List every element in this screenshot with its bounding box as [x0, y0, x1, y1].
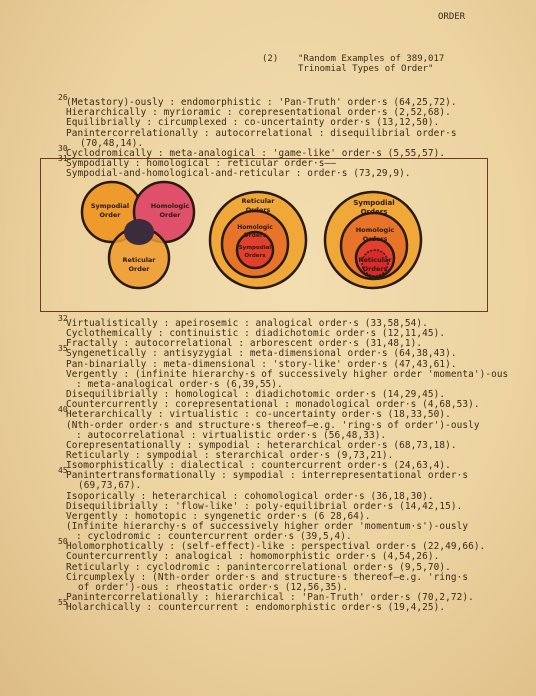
text-line: Syngenetically : antisyzygial : meta-dimensional order·s (64,38,43). — [66, 348, 457, 360]
rings-b-label-outer: Sympodial — [353, 199, 395, 207]
line-number: 30 — [58, 144, 68, 153]
rings-b-label-inner-2: Orders — [362, 265, 388, 273]
text-line: Disequilibrially : homological : diadichotomic order·s (14,29,45). — [66, 389, 446, 401]
rings-b-label-outer-2: Orders — [360, 208, 388, 216]
rings-b-label-inner: Reticular — [358, 256, 392, 264]
text-line: Holarchically : countercurrent : endomorphistic order·s (19,4,25). — [66, 602, 446, 614]
text-line: (69,73,67). — [78, 480, 142, 492]
line-number: 32 — [58, 314, 68, 323]
text-line: Reticularly : sympodial : sterarchical order·s (9,73,21). — [66, 449, 394, 461]
text-line: Corepresentationally : sympodial : heterarchical order·s (68,73,18). — [66, 439, 457, 451]
section-title-line-2: Trinomial Types of Order" — [298, 64, 434, 74]
text-line: Hierarchically : myrioramic : corepresentational order·s (2,52,68). — [66, 107, 451, 119]
text-line: Panintertransformationally : sympodial : interrepresentational order·s — [66, 470, 469, 482]
text-line: Fractally : autocorrelational : arborescent order·s (31,48,1). — [66, 338, 423, 350]
text-line: Circumplexly : (Nth-order order·s and structure·s thereof—e.g. 'ring·s — [66, 571, 469, 583]
text-line: Sympodially : homological : reticular order·s—— — [66, 158, 336, 169]
line-number: 50 — [58, 537, 68, 547]
venn-label-homologic-order: Order — [159, 211, 181, 219]
text-line: Heterarchically : virtualistic : co-uncertainty order·s (18,33,50). — [66, 409, 451, 421]
text-line: (Metastory)-ously : endomorphistic : 'Pan-Truth' order·s (64,25,72). — [66, 97, 457, 108]
venn-label-sympodial-order: Order — [99, 211, 121, 219]
text-line: Panintercorrelationally : hierarchical : 'Pan-Truth' order·s (70,2,72). — [66, 592, 474, 604]
text-line: Countercurrently : corepresentational : monadological order·s (4,68,53). — [66, 399, 480, 411]
text-line: Isomorphistically : dialectical : countercurrent order·s (24,63,4). — [66, 460, 451, 472]
text-line: : autocorrelational : virtualistic order·s (56,48,33). — [76, 429, 387, 441]
rings-b-label-mid: Homologic — [355, 226, 395, 234]
rings-a-label-mid-2: Orders — [243, 232, 267, 239]
text-line: : cyclodromic : countercurrent order·s (39,5,4). — [76, 531, 352, 543]
text-line: Isoporically : heterarchical : cohomological order·s (36,18,30). — [66, 490, 434, 502]
venn-label-reticular: Reticular — [122, 256, 156, 264]
text-line: Holomorphotically : (self-effect)-like : perspectival order·s (22,49,66). — [66, 541, 486, 553]
text-line: Pan-binarially : meta-dimensional : 'story-like' order·s (47,43,61). — [66, 358, 457, 370]
text-line: Reticularly : cyclodromic : panintercorrelational order·s (9,5,70). — [66, 561, 451, 573]
text-line: of order')-ous : rheostatic order·s (12,56,35). — [78, 581, 348, 593]
text-line: Disequilibrially : 'flow-like' : poly-equilibrial order·s (14,42,15). — [66, 500, 463, 512]
venn-center-overlap — [124, 219, 154, 245]
text-line: (Nth-order order·s and structure·s thereof—e.g. 'ring·s of order')-ously — [66, 419, 480, 431]
line-number: 31 — [58, 154, 68, 163]
text-line: (70,48,14). — [80, 137, 144, 149]
text-line: Countercurrently : analogical : homomorphistic order·s (4,54,26). — [66, 551, 440, 563]
venn-diagram — [82, 182, 194, 288]
text-line: Cyclothemically : continuistic : diadichotomic order·s (12,11,45). — [66, 328, 446, 340]
line-number: 45 — [58, 466, 68, 476]
line-number: 40 — [58, 405, 68, 415]
text-line: Sympodial-and-homological-and-reticular : order·s (73,29,9). — [66, 168, 411, 180]
venn-label-sympodial: Sympodial — [90, 202, 130, 210]
text-line: Equilibrially : circumplexed : co-uncertainty order·s (13,12,50). — [66, 117, 440, 129]
rings-a-label-outer: Reticular — [241, 197, 275, 205]
rings-a-label-mid: Homologic — [237, 224, 273, 231]
text-line: (Infinite hierarchy·s of successively higher order 'momentum·s')-ously — [66, 521, 469, 532]
line-number: 26 — [58, 93, 68, 102]
rings-a-label-inner-2: Orders — [244, 253, 266, 259]
text-line: Virtualistically : apeirosemic : analogical order·s (33,58,54). — [66, 318, 428, 329]
rings-b-label-mid-2: Orders — [362, 235, 388, 243]
line-number: 35 — [58, 344, 68, 354]
text-line: Vergently : homotopic : syngenetic order·s (6 28,64). — [66, 510, 371, 522]
text-line: Panintercorrelationally : autocorrelational : disequilibrial order·s — [66, 127, 457, 139]
rings-a-label-inner: Sympodial — [238, 245, 272, 251]
line-number: 55 — [58, 598, 68, 608]
section-number: (2) — [262, 54, 279, 64]
page-heading: ORDER — [438, 12, 466, 22]
concentric-rings-b — [325, 192, 421, 288]
venn-label-homologic: Homologic — [150, 202, 190, 210]
concentric-rings-a — [210, 192, 306, 288]
text-line: : meta-analogical order·s (6,39,55). — [76, 378, 283, 390]
venn-label-reticular-order: Order — [128, 265, 150, 273]
rings-a-label-outer-2: Orders — [245, 206, 271, 214]
text-line: Vergently : (infinite hierarchy·s of successively higher order 'momenta')-ous — [66, 368, 509, 380]
section-title-line-1: "Random Examples of 389,017 — [298, 54, 445, 64]
text-line: Cyclodromically : meta-analogical : 'game-like' order·s (5,55,57). — [66, 148, 446, 159]
